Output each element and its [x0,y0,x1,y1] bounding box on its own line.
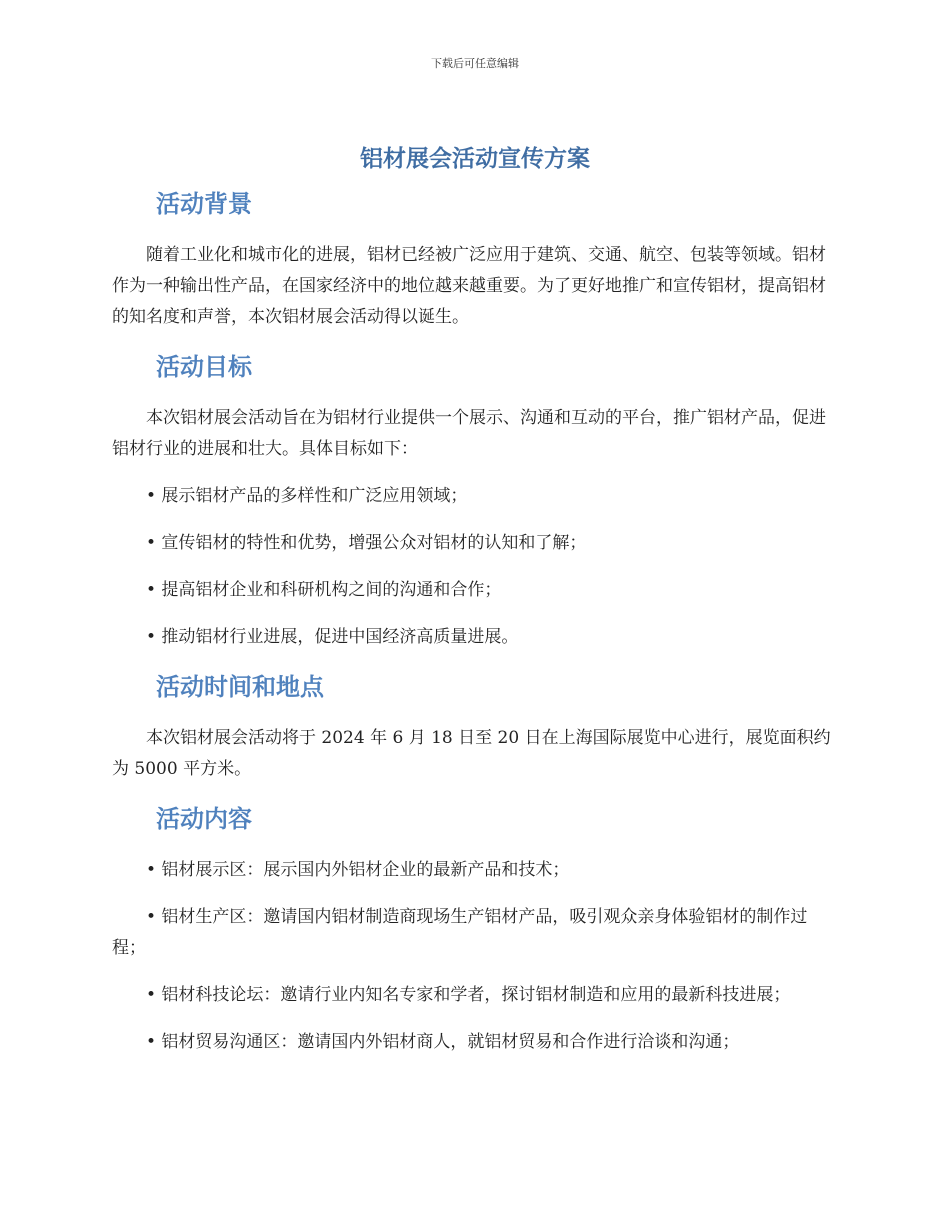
list-item: • 宣传铝材的特性和优势，增强公众对铝材的认知和了解； [146,533,587,553]
paragraph-time-place: 本次铝材展会活动将于 2024 年 6 月 18 日至 20 日在上海国际展览中心进行，展览面积约为 5000 平方米。 [112,728,831,779]
header-note: 下载后可任意编辑 [431,57,519,70]
section-heading-goals: 活动目标 [156,353,252,381]
section-heading-time-place: 活动时间和地点 [156,673,324,701]
section-heading-content: 活动内容 [156,805,252,833]
paragraph-background: 随着工业化和城市化的进展，铝材已经被广泛应用于建筑、交通、航空、包装等领域。铝材作为一种输出性产品，在国家经济中的地位越来越重要。为了更好地推广和宣传铝材，提高铝材的知名度和声誉，本次铝材展会活动得以诞生。 [112,245,826,327]
section-heading-background: 活动背景 [156,190,252,218]
list-item: • 展示铝材产品的多样性和广泛应用领域； [146,486,468,506]
document-title: 铝材展会活动宣传方案 [360,146,590,172]
list-item: • 铝材贸易沟通区：邀请国内外铝材商人，就铝材贸易和合作进行洽谈和沟通； [146,1032,740,1052]
list-item: • 提高铝材企业和科研机构之间的沟通和合作； [146,580,502,600]
document-body [112,142,838,1058]
list-item: • 铝材科技论坛：邀请行业内知名专家和学者，探讨铝材制造和应用的最新科技进展； [146,985,791,1005]
paragraph-goals: 本次铝材展会活动旨在为铝材行业提供一个展示、沟通和互动的平台，推广铝材产品，促进铝材行业的进展和壮大。具体目标如下： [112,408,826,459]
list-item: • 铝材生产区：邀请国内铝材制造商现场生产铝材产品，吸引观众亲身体验铝材的制作过程； [112,907,808,958]
list-item: • 推动铝材行业进展，促进中国经济高质量进展。 [146,627,519,647]
list-item: • 铝材展示区：展示国内外铝材企业的最新产品和技术； [146,860,570,880]
